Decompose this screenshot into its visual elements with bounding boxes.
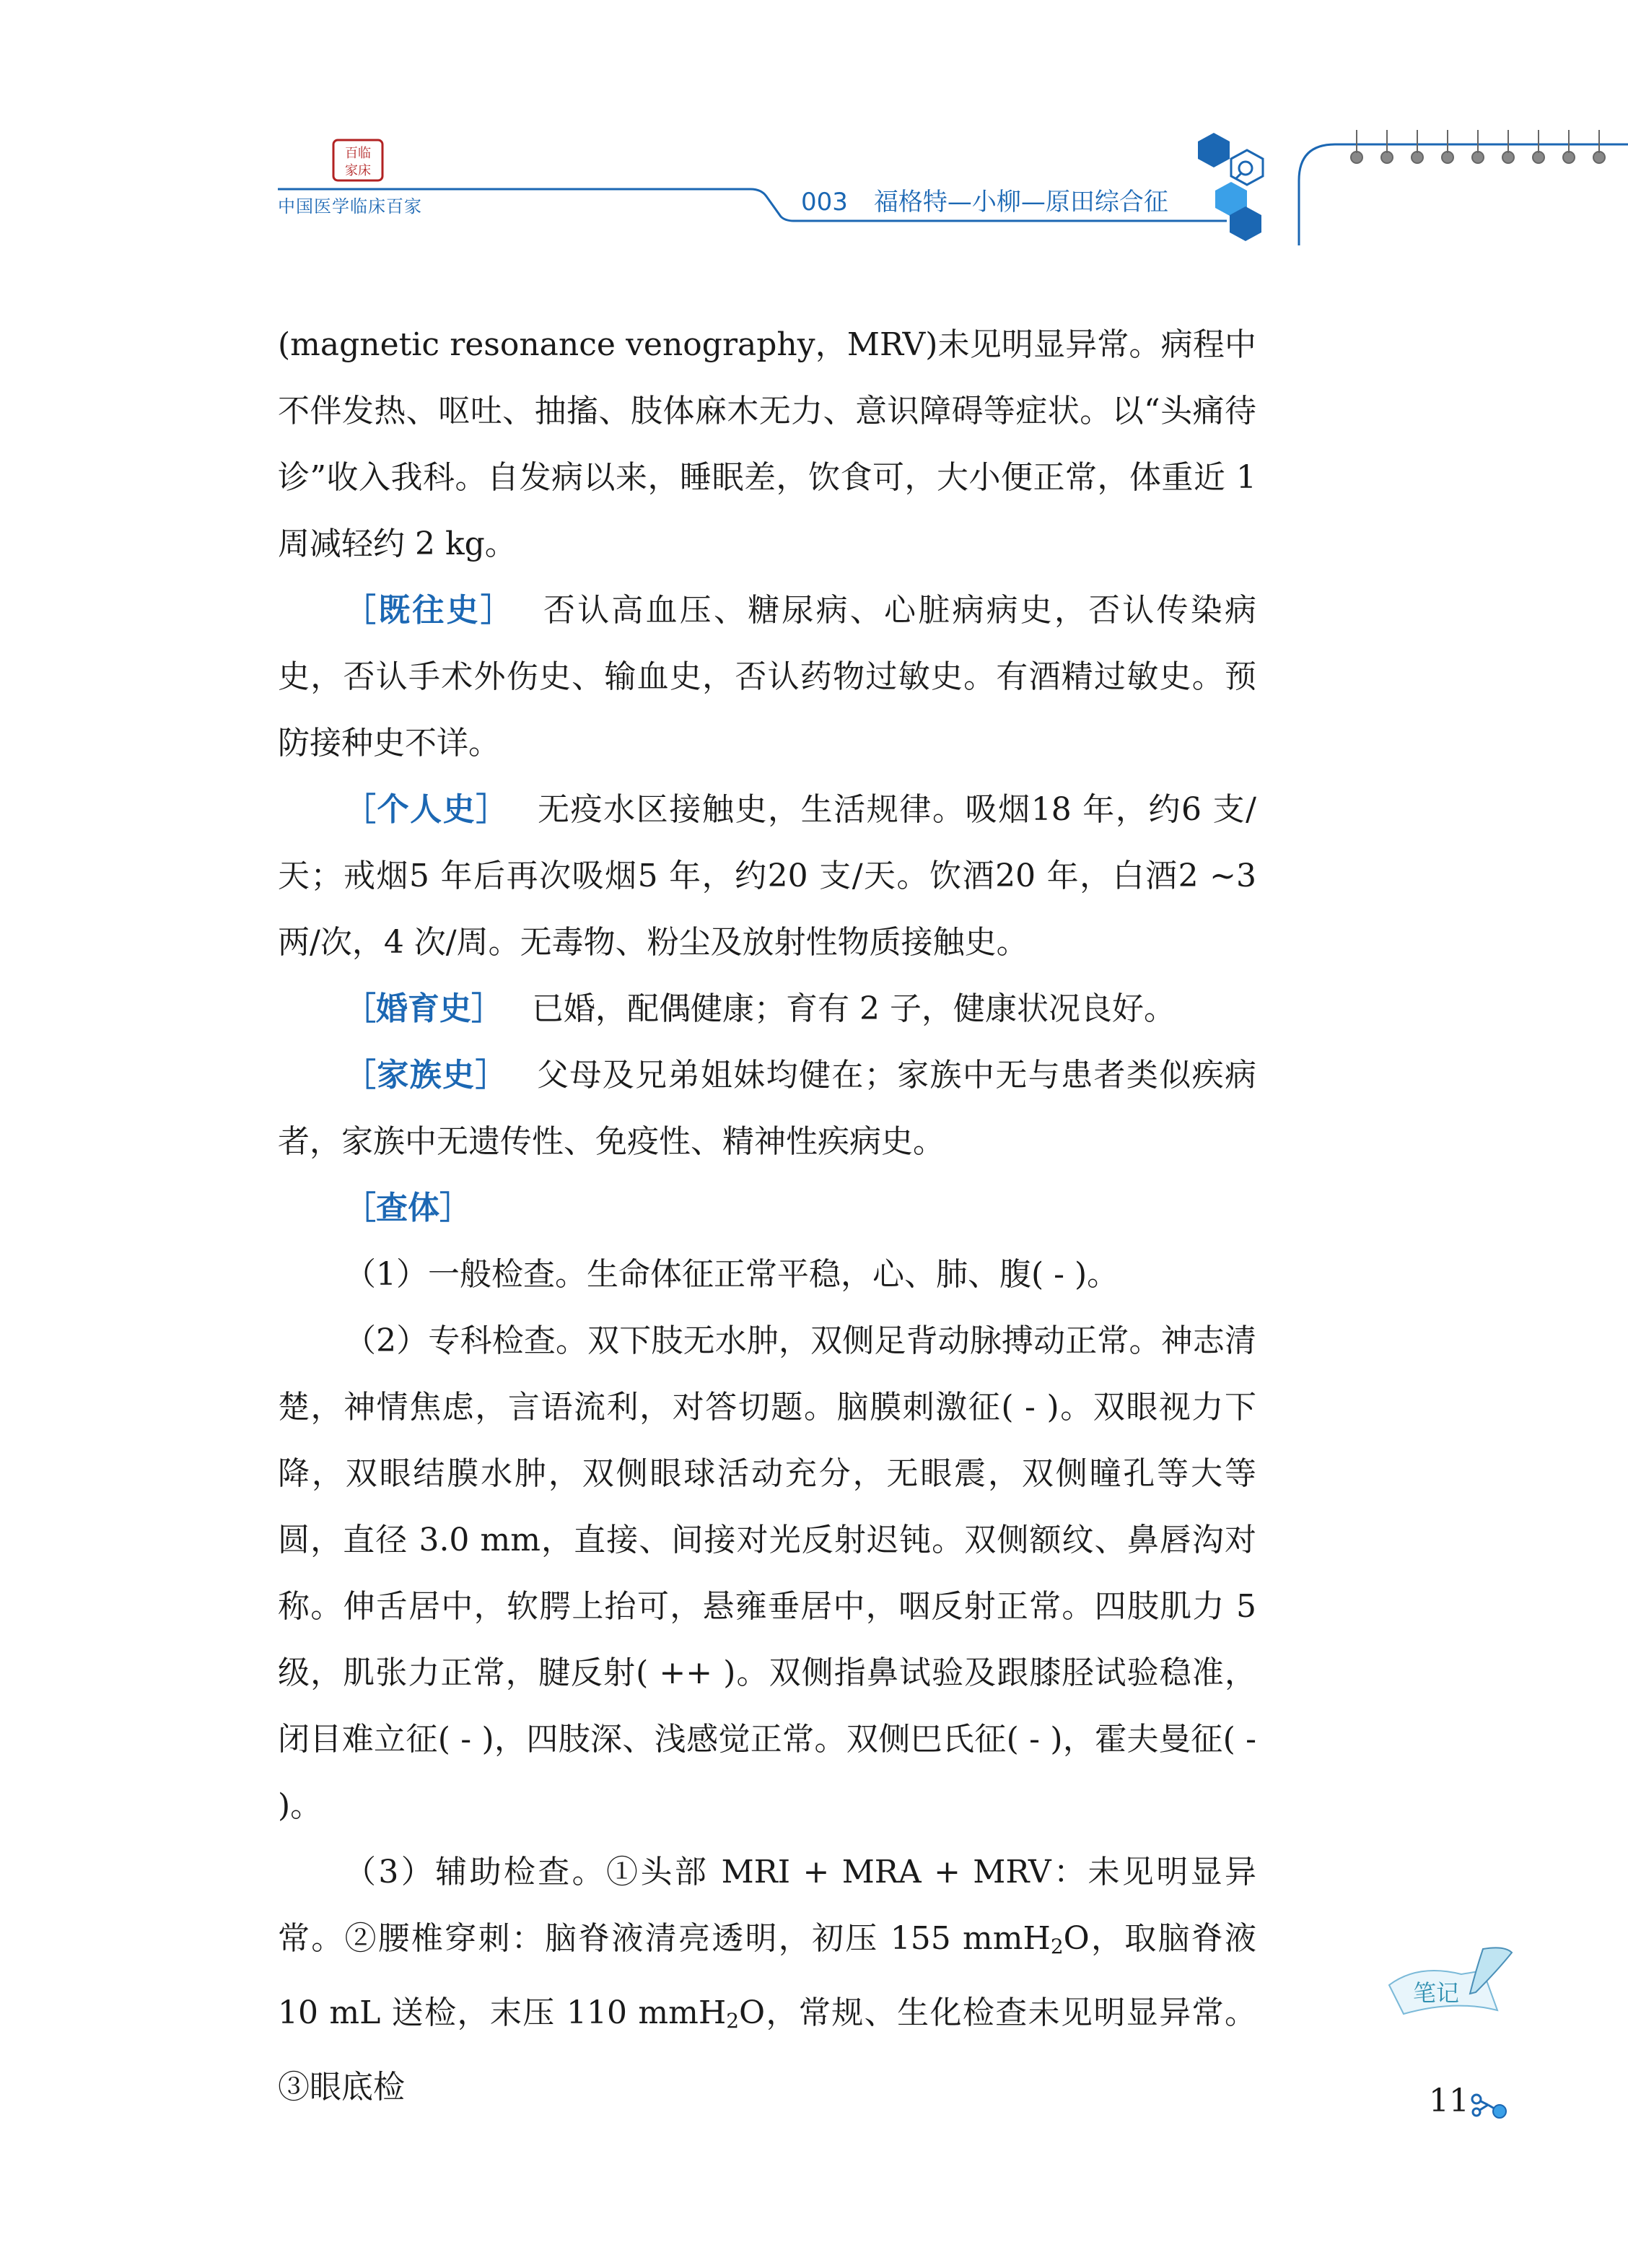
- notes-icon: [1375, 1942, 1519, 2028]
- section-label-personal-history: ［个人史］: [344, 791, 509, 828]
- chapter-title: 福格特—小柳—原田综合征: [873, 188, 1168, 217]
- section-label-past-history: ［既往史］: [344, 592, 515, 629]
- paragraph-family-history: [278, 1042, 1256, 1175]
- section-label-physical-exam: ［查体］: [344, 1190, 471, 1226]
- marital-history-text: 已婚，配偶健康；育有 2 子，健康状况良好。: [532, 990, 1176, 1027]
- paragraph-exam-heading: [278, 1175, 1256, 1242]
- molecule-icon: [1469, 2090, 1510, 2119]
- svg-text:家床: 家床: [345, 163, 371, 178]
- family-history-text: 父母及兄弟姐妹均健在；家族中无与患者类似疾病者，家族中无遗传性、免疫性、精神性疾病史。: [278, 1057, 1257, 1160]
- main-content: [278, 312, 1256, 2121]
- section-label-marital-history: ［婚育史］: [344, 990, 503, 1027]
- paragraph-specialty-exam: （2）专科检查。双下肢无水肿，双侧足背动脉搏动正常。神志清楚，神情焦虑，言语流利，对答切题。脑膜刺激征( - )。双眼视力下降，双眼结膜水肿，双侧眼球活动充分，无眼震，双侧瞳孔等大等圆，直径 3.0 mm，直接、间接对光反射迟钝。双侧额纹、鼻唇沟对称。伸舌居中，软腭上抬可，悬雍垂居中，咽反射正常。四肢肌力 5 级，肌张力正常，腱反射( ++ )。双侧指鼻试验及跟膝胫试验稳准，闭目难立征( - )，四肢深、浅感觉正常。双侧巴氏征( - )，霍夫曼征( - )。: [278, 1322, 1256, 1824]
- chapter-number: 003: [801, 188, 848, 217]
- notes-label: 笔记: [1412, 1979, 1460, 2007]
- past-history-text: 否认高血压、糖尿病、心脏病病史，否认传染病史，否认手术外伤史、输血史，否认药物过敏史。有酒精过敏史。预防接种史不详。: [278, 592, 1256, 762]
- paragraph-marital-history: [278, 976, 1256, 1042]
- paragraph-history-continued: (magnetic resonance venography，MRV)未见明显异常。病程中不伴发热、呕吐、抽搐、肢体麻木无力、意识障碍等症状。以“头痛待诊”收入我科。自发病以来，睡眠差，饮食可，大小便正常，体重近 1 周减轻约 2 kg。: [278, 326, 1256, 562]
- personal-history-text: 无疫水区接触史，生活规律。吸烟18 年，约6 支/天；戒烟5 年后再次吸烟5 年，约20 支/天。饮酒20 年，白酒2 ~3 两/次，4 次/周。无毒物、粉尘及放射性物质接触史。: [278, 791, 1257, 961]
- section-label-family-history: ［家族史］: [344, 1057, 508, 1094]
- paragraph-auxiliary-exam: [278, 1839, 1256, 2121]
- svg-text:百临: 百临: [345, 146, 371, 161]
- auxiliary-exam-text-b: O，取脑脊液 10 mL 送检，末压 110 mmH: [278, 1920, 1256, 2031]
- subscript-2: 2: [726, 2009, 740, 2033]
- auxiliary-exam-text-c: O，常规、生化检查未见明显异常。③眼底检: [278, 1994, 1256, 2106]
- subscript-2: 2: [1050, 1935, 1064, 1958]
- paragraph-past-history: [278, 577, 1256, 777]
- auxiliary-exam-text-a: （3）辅助检查。①头部 MRI + MRA + MRV：未见明显异常。②腰椎穿刺：脑脊液清亮透明，初压 155 mmH: [278, 1854, 1256, 1957]
- paragraph-personal-history: [278, 777, 1256, 976]
- publisher-logo: [332, 139, 384, 182]
- publisher-name: 中国医学临床百家: [278, 196, 422, 217]
- page-number: 11: [1429, 2082, 1469, 2119]
- paragraph-general-exam: （1）一般检查。生命体征正常平稳，心、肺、腹( - )。: [344, 1256, 1119, 1293]
- chapter-heading: [801, 182, 1168, 217]
